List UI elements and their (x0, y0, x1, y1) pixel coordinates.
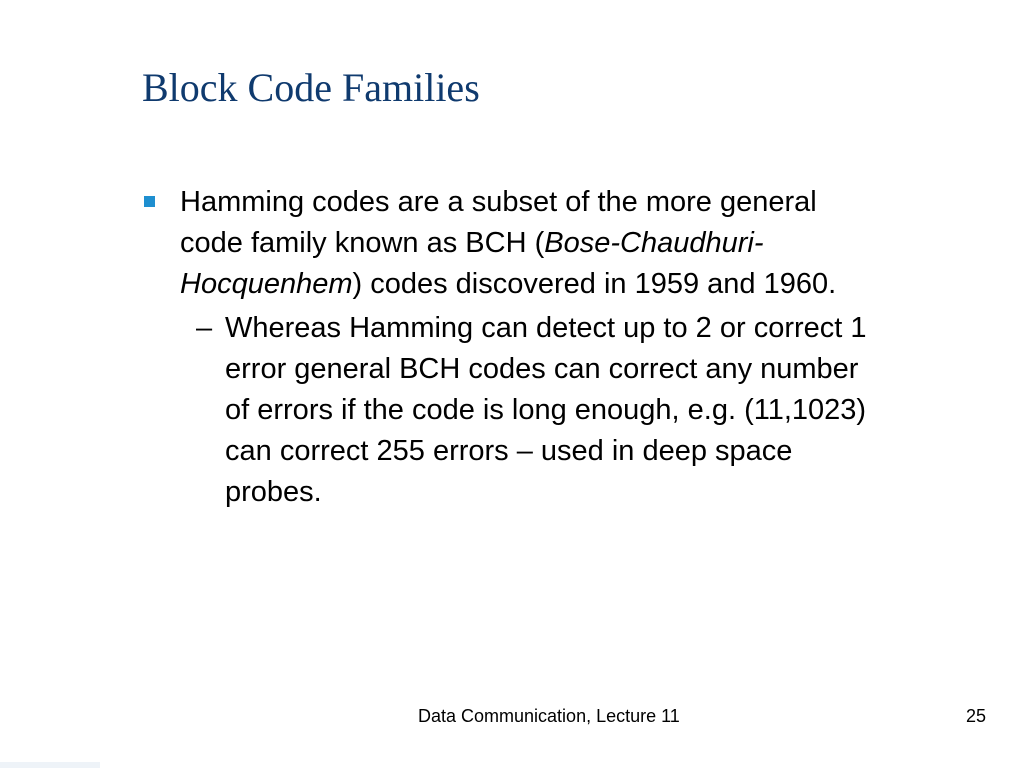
sub-bullet-line: of errors if the code is long enough, e.g. (11,1023) (225, 394, 867, 426)
text-run: code family known as BCH ( (180, 227, 545, 259)
italic-text-run: Hocquenhem (180, 268, 353, 300)
bullet-text (180, 182, 980, 305)
bullet-line (180, 264, 980, 305)
slide-title: Block Code Families (142, 65, 480, 110)
sub-bullet-text (225, 308, 995, 513)
bullet-line (180, 182, 980, 223)
italic-text-run: Bose-Chaudhuri- (544, 227, 764, 259)
sub-bullet-line: probes. (225, 476, 322, 508)
bottom-strip (0, 762, 100, 768)
text-run: ) codes discovered in 1959 and 1960. (352, 268, 837, 300)
sub-bullet-line: can correct 255 errors – used in deep space (225, 435, 793, 467)
sub-bullet-line: Whereas Hamming can detect up to 2 or correct 1 (225, 312, 867, 344)
page-number: 25 (966, 706, 987, 726)
sub-bullet-line: error general BCH codes can correct any number (225, 353, 859, 385)
footer-text: Data Communication, Lecture 11 (418, 706, 680, 726)
text-run: Hamming codes are a subset of the more general (180, 186, 817, 218)
dash-bullet-icon: – (196, 312, 213, 344)
bullet-line (180, 223, 980, 264)
square-bullet-icon (144, 196, 155, 207)
